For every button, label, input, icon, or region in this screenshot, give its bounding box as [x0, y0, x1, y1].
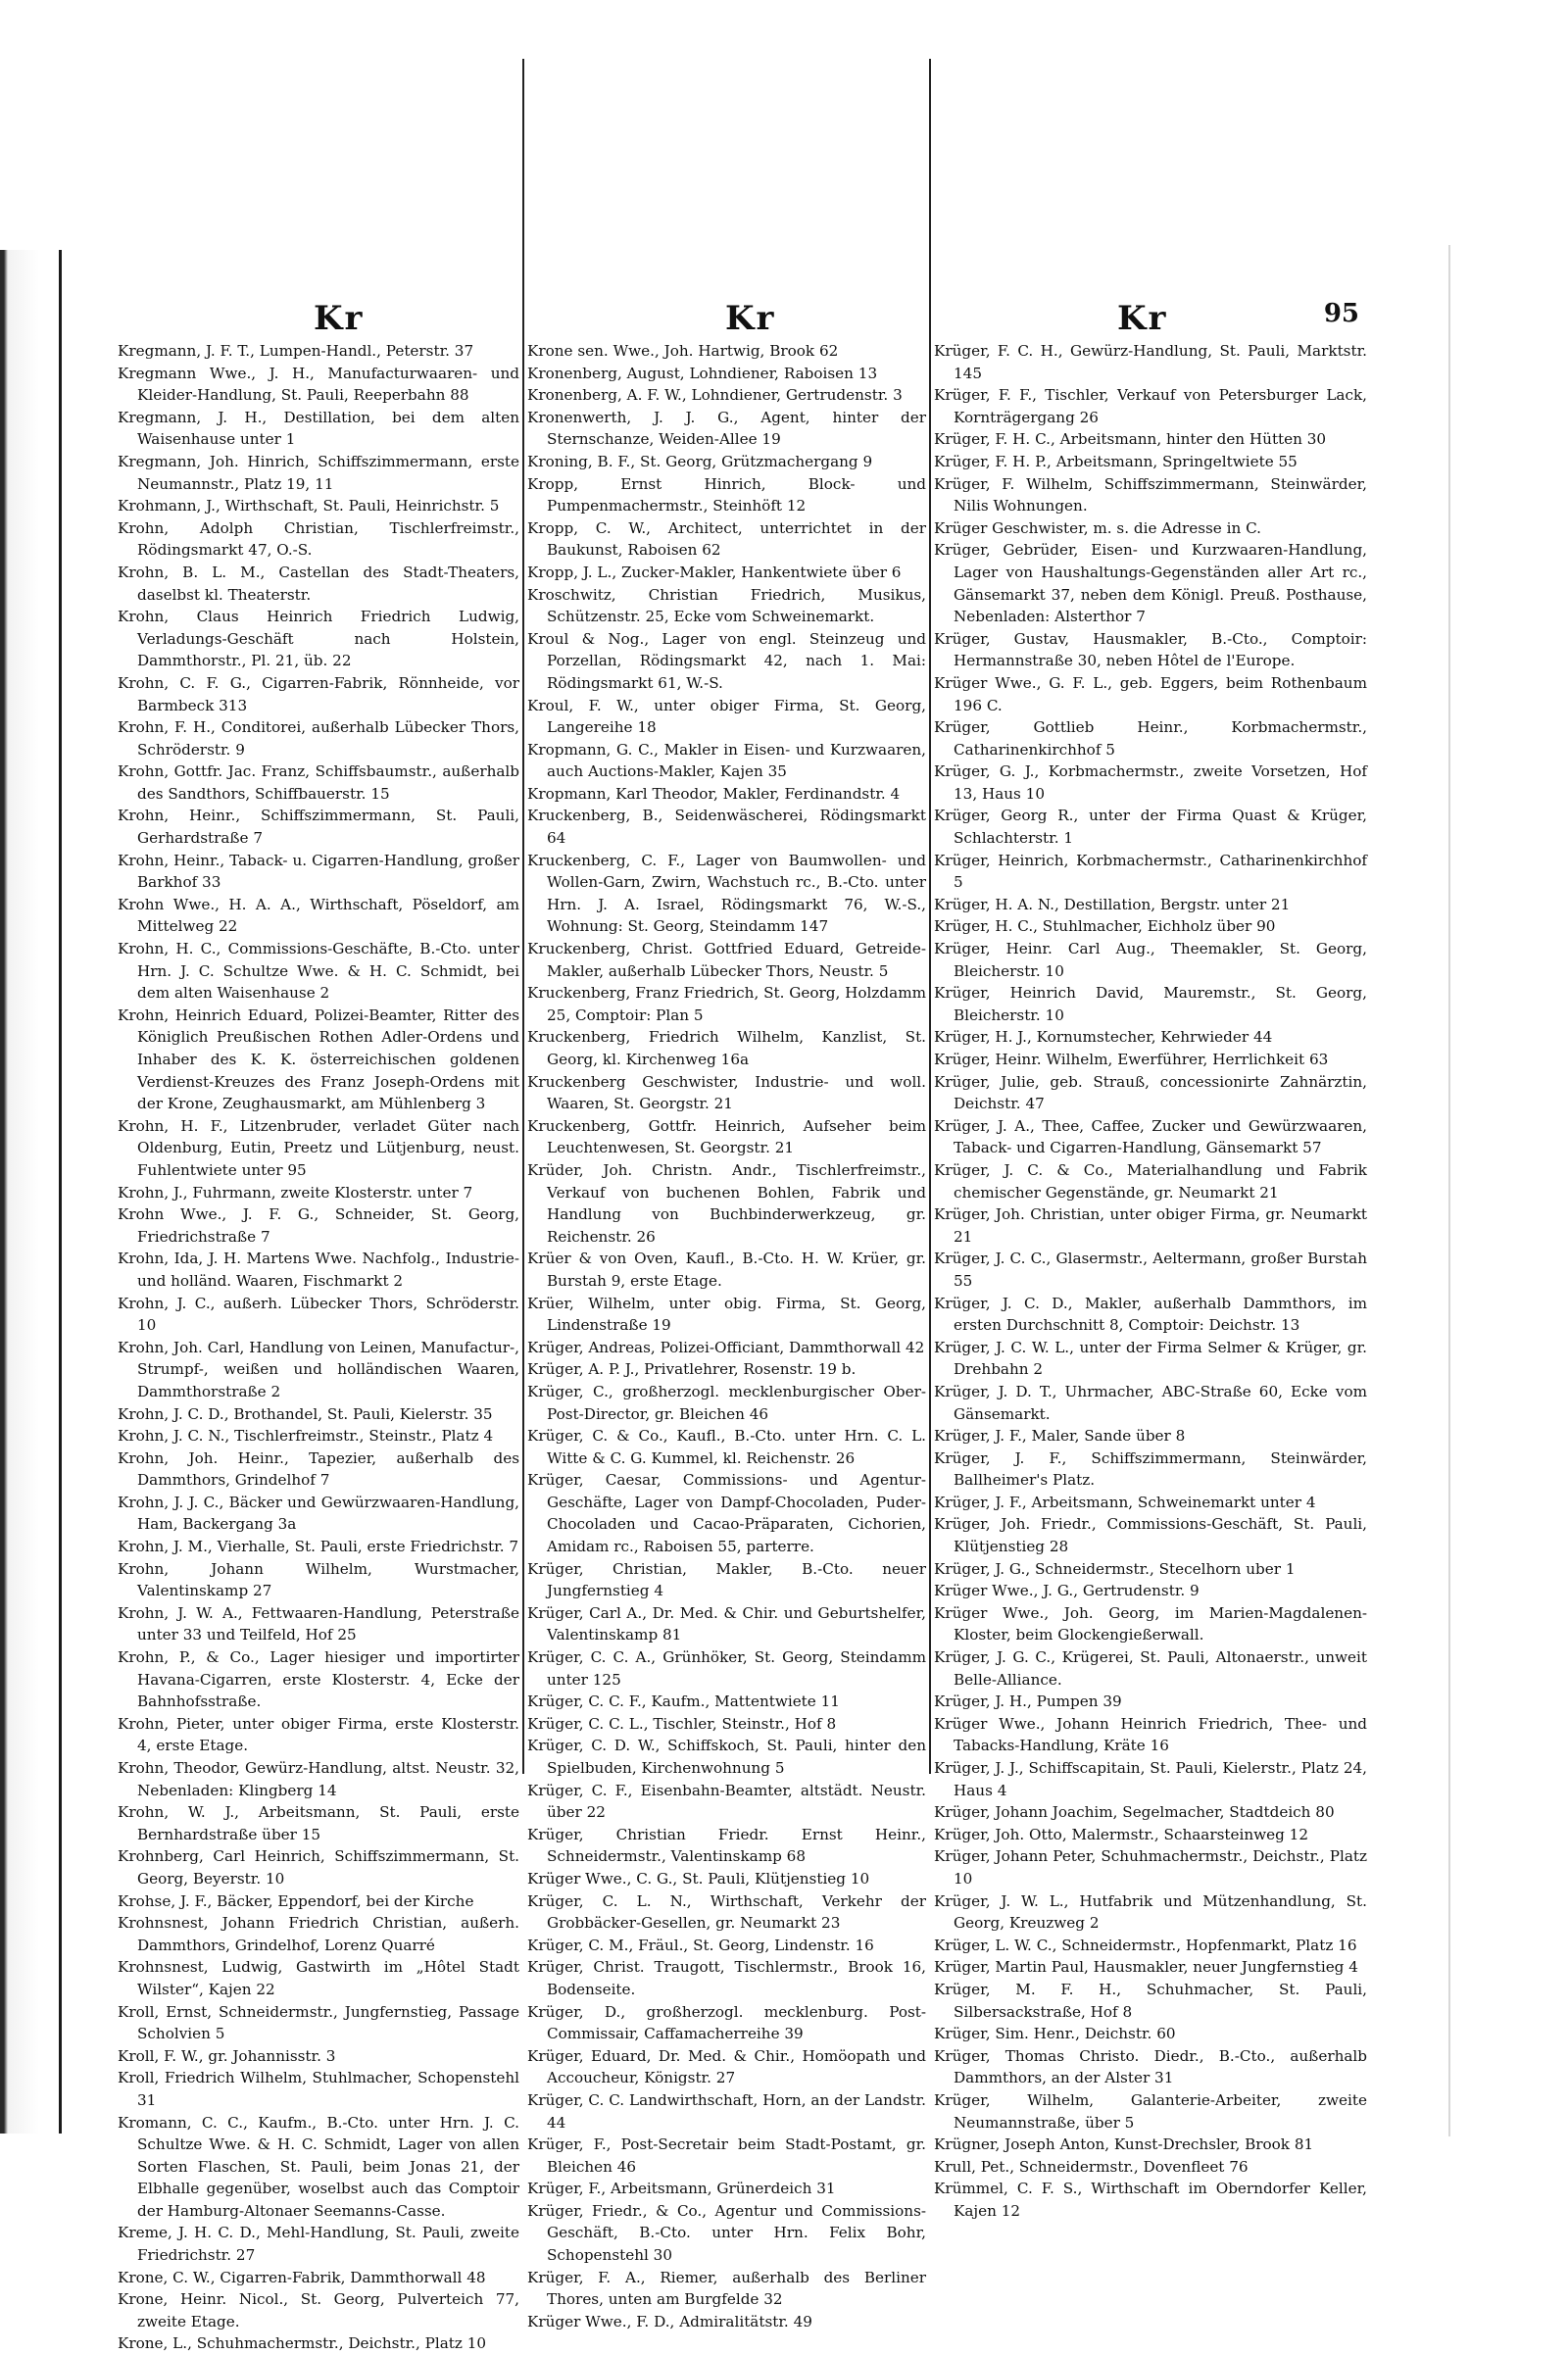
- directory-entry: Krone, Heinr. Nicol., St. Georg, Pulverteich 77, zweite Etage.: [118, 2290, 519, 2330]
- directory-entry: Krohn, Pieter, unter obiger Firma, erste Klosterstr. 4, erste Etage.: [118, 1714, 519, 1755]
- page-right-edge: [1448, 245, 1450, 2136]
- directory-entry: Krüger, J. C. D., Makler, außerhalb Dammthors, im ersten Durchschnitt 8, Comptoir: Deichstr. 13: [934, 1294, 1367, 1335]
- directory-entry: Krümmel, C. F. S., Wirthschaft im Oberndorfer Keller, Kajen 12: [934, 2180, 1367, 2220]
- directory-entry: Krüger, F., Arbeitsmann, Grünerdeich 31: [527, 2180, 836, 2198]
- directory-entry: Krohn Wwe., J. F. G., Schneider, St. Georg, Friedrichstraße 7: [118, 1205, 519, 1246]
- directory-entry: Krohn, Theodor, Gewürz-Handlung, altst. Neustr. 32, Nebenladen: Klingberg 14: [118, 1759, 519, 1799]
- directory-entry: Krüger, J. F., Maler, Sande über 8: [934, 1427, 1186, 1446]
- directory-entry: Krüger, Christ. Traugott, Tischlermstr., Brook 16, Bodenseite.: [527, 1958, 926, 1998]
- directory-entry: Krüger, A. P. J., Privatlehrer, Rosenstr. 19 b.: [527, 1360, 857, 1379]
- directory-entry: Krüger, Christian Friedr. Ernst Heinr., Schneidermstr., Valentinskamp 68: [527, 1825, 926, 1866]
- column-middle: [527, 340, 926, 2330]
- directory-entry: Krohn, Gottfr. Jac. Franz, Schiffsbaumstr., außerhalb des Sandthors, Schiffbauerstr. 15: [118, 762, 519, 803]
- directory-entry: Kruckenberg, Gottfr. Heinrich, Aufseher beim Leuchtenwesen, St. Georgstr. 21: [527, 1116, 926, 1157]
- directory-entry: Krohn, Claus Heinrich Friedrich Ludwig, Verladungs-Geschäft nach Holstein, Dammthorstr., Pl. 21, üb. 22: [118, 608, 519, 670]
- directory-entry: Kruckenberg, B., Seidenwäscherei, Rödingsmarkt 64: [527, 807, 926, 848]
- directory-entry: Krüger, Carl A., Dr. Med. & Chir. und Geburtshelfer, Valentinskamp 81: [527, 1603, 926, 1644]
- directory-entry: Krohn, Joh. Carl, Handlung von Leinen, Manufactur-, Strumpf-, weißen und holländischen Waaren, Dammthorstraße 2: [118, 1338, 519, 1400]
- directory-entry: Krüger, Wilhelm, Galanterie-Arbeiter, zweite Neumannstraße, über 5: [934, 2090, 1367, 2132]
- directory-entry: Kropp, Ernst Hinrich, Block- und Pumpenmachermstr., Steinhöft 12: [527, 474, 926, 515]
- directory-entry: Krohn, C. F. G., Cigarren-Fabrik, Rönnheide, vor Barmbeck 313: [118, 673, 519, 714]
- directory-entry: Kropp, C. W., Architect, unterrichtet in der Baukunst, Raboisen 62: [527, 518, 926, 560]
- directory-entry: Krüger, C., großherzogl. mecklenburgischer Ober-Post-Director, gr. Bleichen 46: [527, 1382, 926, 1423]
- directory-entry: Krohn, P., & Co., Lager hiesiger und importirter Havana-Cigarren, erste Klosterstr. 4, Ecke der Bahnhofsstraße.: [118, 1648, 519, 1711]
- directory-entry: Kropp, J. L., Zucker-Makler, Hankentwiete über 6: [527, 563, 902, 581]
- directory-entry: Krohn, Ida, J. H. Martens Wwe. Nachfolg., Industrie- und holländ. Waaren, Fischmarkt 2: [118, 1250, 519, 1290]
- directory-entry: Krüger Wwe., Joh. Georg, im Marien-Magdalenen-Kloster, beim Glockengießerwall.: [934, 1603, 1367, 1644]
- book-spine-edge: [59, 250, 62, 2134]
- directory-entry: Krüger, F., Post-Secretair beim Stadt-Postamt, gr. Bleichen 46: [527, 2135, 926, 2176]
- directory-entry: Kroning, B. F., St. Georg, Grützmachergang 9: [527, 452, 873, 470]
- directory-entry: Krüger, Johann Peter, Schuhmachermstr., Deichstr., Platz 10: [934, 1847, 1367, 1888]
- directory-entry: Krüger, F. C. H., Gewürz-Handlung, St. Pauli, Marktstr. 145: [934, 342, 1367, 382]
- directory-entry: Krüger, J. C. W. L., unter der Firma Selmer & Krüger, gr. Drehbahn 2: [934, 1338, 1367, 1379]
- directory-entry: Kroul & Nog., Lager von engl. Steinzeug und Porzellan, Rödingsmarkt 42, nach 1. Mai: Rödingsmarkt 61, W.-S.: [527, 629, 926, 692]
- column-left: [118, 340, 519, 2353]
- directory-entry: Kroul, F. W., unter obiger Firma, St. Georg, Langereihe 18: [527, 696, 926, 737]
- directory-entry: Krüger, C. C. A., Grünhöker, St. Georg, Steindamm unter 125: [527, 1648, 926, 1689]
- directory-entry: Kroll, Friedrich Wilhelm, Stuhlmacher, Schopenstehl 31: [118, 2069, 519, 2109]
- directory-entry: Krüger, D., großherzogl. mecklenburg. Post-Commissair, Caffamacherreihe 39: [527, 2002, 926, 2043]
- directory-entry: Krohn, Heinrich Eduard, Polizei-Beamter, Ritter des Königlich Preußischen Rothen Adler-Ordens und Inhaber des K. K. österreichischen goldenen Verdienst-Kreuzes des Franz Joseph-Ordens mit der Krone, Zeughausmarkt, am Mühlenberg 3: [118, 1006, 519, 1113]
- directory-entry: Krüger, F. H. P., Arbeitsmann, Springeltwiete 55: [934, 452, 1298, 470]
- directory-entry: Krüger, H. A. N., Destillation, Bergstr. unter 21: [934, 895, 1291, 913]
- directory-entry: Krüger, Eduard, Dr. Med. & Chir., Homöopath und Accoucheur, Königstr. 27: [527, 2046, 926, 2087]
- running-head-middle: Kr: [725, 299, 776, 338]
- directory-entry: Kropmann, Karl Theodor, Makler, Ferdinandstr. 4: [527, 784, 901, 803]
- directory-entry: Krüger, Georg R., unter der Firma Quast & Krüger, Schlachterstr. 1: [934, 807, 1367, 848]
- directory-entry: Krüger, Joh. Friedr., Commissions-Geschäft, St. Pauli, Klütjenstieg 28: [934, 1515, 1367, 1556]
- directory-entry: Krüger, H. C., Stuhlmacher, Eichholz über 90: [934, 917, 1276, 936]
- directory-entry: Krüger, F. A., Riemer, außerhalb des Berliner Thores, unten am Burgfelde 32: [527, 2268, 926, 2309]
- directory-entry: Kruckenberg, Christ. Gottfried Eduard, Getreide-Makler, außerhalb Lübecker Thors, Neustr. 5: [527, 940, 926, 980]
- directory-entry: Krohn, Adolph Christian, Tischlerfreimstr., Rödingsmarkt 47, O.-S.: [118, 518, 519, 560]
- directory-entry: Krüger, Friedr., & Co., Agentur und Commissions-Geschäft, B.-Cto. unter Hrn. Felix Bohr, Schopenstehl 30: [527, 2201, 926, 2265]
- directory-entry: Kruckenberg Geschwister, Industrie- und woll. Waaren, St. Georgstr. 21: [527, 1072, 926, 1113]
- directory-entry: Krohn, H. C., Commissions-Geschäfte, B.-Cto. unter Hrn. J. C. Schultze Wwe. & H. C. Schmidt, bei dem alten Waisenhause 2: [118, 940, 519, 1003]
- directory-entry: Krohn, Johann Wilhelm, Wurstmacher, Valentinskamp 27: [118, 1559, 519, 1600]
- directory-entry: Krüger, Heinrich David, Mauremstr., St. Georg, Bleicherstr. 10: [934, 984, 1367, 1024]
- directory-entry: Krohn, J. C. D., Brothandel, St. Pauli, Kielerstr. 35: [118, 1404, 493, 1423]
- directory-entry: Kroll, Ernst, Schneidermstr., Jungfernstieg, Passage Scholvien 5: [118, 2002, 519, 2043]
- directory-entry: Krohn Wwe., H. A. A., Wirthschaft, Pöseldorf, am Mittelweg 22: [118, 895, 519, 936]
- directory-entry: Krohmann, J., Wirthschaft, St. Pauli, Heinrichstr. 5: [118, 497, 500, 515]
- directory-entry: Krüger, Heinr. Wilhelm, Ewerführer, Herrlichkeit 63: [934, 1051, 1329, 1068]
- directory-entry: Krüger, F. H. C., Arbeitsmann, hinter den Hütten 30: [934, 430, 1327, 449]
- directory-entry: Krüger, J. A., Thee, Caffee, Zucker und Gewürzwaaren, Taback- und Cigarren-Handlung, Gänsemarkt 57: [934, 1116, 1367, 1157]
- directory-entry: Krüger, Gustav, Hausmakler, B.-Cto., Comptoir: Hermannstraße 30, neben Hôtel de l'Europe.: [934, 629, 1367, 670]
- directory-entry: Krüger, C. D. W., Schiffskoch, St. Pauli, hinter den Spielbuden, Kirchenwohnung 5: [527, 1737, 926, 1777]
- directory-entry: Kregmann, Joh. Hinrich, Schiffszimmermann, erste Neumannstr., Platz 19, 11: [118, 452, 519, 493]
- directory-entry: Krüger, C. & Co., Kaufl., B.-Cto. unter Hrn. C. L. Witte & C. G. Kummel, kl. Reichenstr. 26: [527, 1427, 926, 1467]
- directory-entry: Krone, C. W., Cigarren-Fabrik, Dammthorwall 48: [118, 2268, 486, 2286]
- directory-entry: Krohnsnest, Ludwig, Gastwirth im „Hôtel Stadt Wilster“, Kajen 22: [118, 1958, 519, 1998]
- directory-entry: Krohn, J. J. C., Bäcker und Gewürzwaaren-Handlung, Ham, Backergang 3a: [118, 1493, 519, 1534]
- directory-entry: Krüger Wwe., J. G., Gertrudenstr. 9: [934, 1582, 1200, 1600]
- directory-entry: Krüger, Joh. Otto, Malermstr., Schaarsteinweg 12: [934, 1825, 1308, 1843]
- directory-entry: Krüger, M. F. H., Schuhmacher, St. Pauli, Silbersackstraße, Hof 8: [934, 1980, 1367, 2021]
- directory-entry: Krüger, Andreas, Polizei-Officiant, Dammthorwall 42: [527, 1338, 925, 1356]
- directory-entry: Krüger, Thomas Christo. Diedr., B.-Cto., außerhalb Dammthors, an der Alster 31: [934, 2046, 1367, 2087]
- directory-entry: Krüger, L. W. C., Schneidermstr., Hopfenmarkt, Platz 16: [934, 1936, 1357, 1954]
- running-head-left: Kr: [314, 299, 365, 338]
- directory-entry: Krüger, J. J., Schiffscapitain, St. Pauli, Kielerstr., Platz 24, Haus 4: [934, 1759, 1367, 1799]
- directory-entry: Krüger, C. C. L., Tischler, Steinstr., Hof 8: [527, 1714, 837, 1733]
- book-gutter-shadow: [0, 250, 61, 2134]
- directory-entry: Krohn, F. H., Conditorei, außerhalb Lübecker Thors, Schröderstr. 9: [118, 718, 519, 759]
- directory-entry: Kronenberg, A. F. W., Lohndiener, Gertrudenstr. 3: [527, 386, 903, 405]
- directory-entry: Kregmann, J. H., Destillation, bei dem alten Waisenhause unter 1: [118, 408, 519, 449]
- directory-entry: Krüger, H. J., Kornumstecher, Kehrwieder 44: [934, 1028, 1273, 1047]
- page-number: 95: [1323, 299, 1359, 328]
- directory-entry: Krüger, Heinr. Carl Aug., Theemakler, St. Georg, Bleicherstr. 10: [934, 940, 1367, 980]
- directory-entry: Krüger, C. C. Landwirthschaft, Horn, an der Landstr. 44: [527, 2090, 926, 2132]
- directory-entry: Krohn, J. M., Vierhalle, St. Pauli, erste Friedrichstr. 7: [118, 1538, 519, 1556]
- directory-entry: Krüder, Joh. Christn. Andr., Tischlerfreimstr., Verkauf von buchenen Bohlen, Fabrik und Handlung von Buchbinderwerkzeug, gr. Reichenstr. 26: [527, 1160, 926, 1246]
- directory-entry: Krohn, Heinr., Schiffszimmermann, St. Pauli, Gerhardstraße 7: [118, 807, 519, 848]
- directory-entry: Krüer, Wilhelm, unter obig. Firma, St. Georg, Lindenstraße 19: [527, 1294, 926, 1335]
- directory-entry: Kruckenberg, C. F., Lager von Baumwollen- und Wollen-Garn, Zwirn, Wachstuch rc., B.-Cto. unter Hrn. J. A. Israel, Rödingsmarkt 76, W.-S., Wohnung: St. Georg, Steindamm 147: [527, 851, 926, 936]
- directory-entry: Krone, L., Schuhmachermstr., Deichstr., Platz 10: [118, 2334, 487, 2353]
- directory-entry: Krügner, Joseph Anton, Kunst-Drechsler, Brook 81: [934, 2135, 1314, 2154]
- directory-entry: Kroll, F. W., gr. Johannisstr. 3: [118, 2046, 336, 2065]
- directory-entry: Krüger, Martin Paul, Hausmakler, neuer Jungfernstieg 4: [934, 1958, 1358, 1977]
- directory-entry: Krüger, C. C. F., Kaufm., Mattentwiete 11: [527, 1693, 840, 1711]
- directory-entry: Krüger, J. C. C., Glasermstr., Aeltermann, großer Burstah 55: [934, 1250, 1367, 1290]
- column-right: [934, 340, 1367, 2220]
- directory-entry: Krüer & von Oven, Kaufl., B.-Cto. H. W. Krüer, gr. Burstah 9, erste Etage.: [527, 1250, 926, 1290]
- directory-entry: Krohn, J., Fuhrmann, zweite Klosterstr. unter 7: [118, 1183, 473, 1202]
- directory-entry: Kropmann, G. C., Makler in Eisen- und Kurzwaaren, auch Auctions-Makler, Kajen 35: [527, 740, 926, 781]
- directory-entry: Krüger Wwe., Johann Heinrich Friedrich, Thee- und Tabacks-Handlung, Kräte 16: [934, 1714, 1367, 1755]
- directory-entry: Kruckenberg, Friedrich Wilhelm, Kanzlist, St. Georg, kl. Kirchenweg 16a: [527, 1028, 926, 1068]
- directory-entry: Krüger, J. D. T., Uhrmacher, ABC-Straße 60, Ecke vom Gänsemarkt.: [934, 1382, 1367, 1423]
- directory-entry: Krüger, J. C. & Co., Materialhandlung und Fabrik chemischer Gegenstände, gr. Neumarkt 21: [934, 1160, 1367, 1202]
- directory-entry: Krone sen. Wwe., Joh. Hartwig, Brook 62: [527, 342, 839, 360]
- directory-entry: Krüger, Gebrüder, Eisen- und Kurzwaaren-Handlung, Lager von Haushaltungs-Gegenständen aller Art rc., Gänsemarkt 37, neben dem Königl. Preuß. Posthause, Nebenladen: Alsterthor 7: [934, 541, 1367, 626]
- directory-entry: Krüger, Christian, Makler, B.-Cto. neuer Jungfernstieg 4: [527, 1559, 926, 1600]
- directory-entry: Krüger, J. F., Arbeitsmann, Schweinemarkt unter 4: [934, 1493, 1316, 1511]
- directory-entry: Krohn, Joh. Heinr., Tapezier, außerhalb des Dammthors, Grindelhof 7: [118, 1448, 519, 1490]
- directory-entry: Krohn, W. J., Arbeitsmann, St. Pauli, erste Bernhardstraße über 15: [118, 1803, 519, 1843]
- directory-entry: Kronenwerth, J. J. G., Agent, hinter der Sternschanze, Weiden-Allee 19: [527, 408, 926, 449]
- directory-entry: Krüger, Heinrich, Korbmachermstr., Catharinenkirchhof 5: [934, 851, 1367, 892]
- directory-entry: Krüger, J. F., Schiffszimmermann, Steinwärder, Ballheimer's Platz.: [934, 1448, 1367, 1490]
- directory-entry: Krohnberg, Carl Heinrich, Schiffszimmermann, St. Georg, Beyerstr. 10: [118, 1847, 519, 1888]
- running-head-right: Kr: [1117, 299, 1168, 338]
- directory-entry: Krohn, B. L. M., Castellan des Stadt-Theaters, daselbst kl. Theaterstr.: [118, 563, 519, 604]
- directory-entry: Krüger, C. F., Eisenbahn-Beamter, altstädt. Neustr. über 22: [527, 1781, 926, 1822]
- directory-entry: Krohn, J. C., außerh. Lübecker Thors, Schröderstr. 10: [118, 1294, 519, 1335]
- directory-entry: Kregmann Wwe., J. H., Manufacturwaaren- und Kleider-Handlung, St. Pauli, Reeperbahn 88: [118, 364, 519, 405]
- directory-entry: Krüger, Julie, geb. Strauß, concessionirte Zahnärztin, Deichstr. 47: [934, 1072, 1367, 1113]
- directory-entry: Krüger, J. W. L., Hutfabrik und Mützenhandlung, St. Georg, Kreuzweg 2: [934, 1891, 1367, 1933]
- directory-entry: Krüger, C. M., Fräul., St. Georg, Lindenstr. 16: [527, 1936, 874, 1954]
- directory-entry: Krohn, J. W. A., Fettwaaren-Handlung, Peterstraße unter 33 und Teilfeld, Hof 25: [118, 1603, 519, 1644]
- directory-entry: Krüger, G. J., Korbmachermstr., zweite Vorsetzen, Hof 13, Haus 10: [934, 762, 1367, 803]
- directory-entry: Krüger Wwe., F. D., Admiralitätstr. 49: [527, 2312, 812, 2330]
- directory-entry: Krüger, C. L. N., Wirthschaft, Verkehr der Grobbäcker-Gesellen, gr. Neumarkt 23: [527, 1891, 926, 1933]
- directory-columns: [118, 340, 1367, 2353]
- directory-entry: Krüger, Joh. Christian, unter obiger Firma, gr. Neumarkt 21: [934, 1205, 1367, 1246]
- directory-entry: Krohnsnest, Johann Friedrich Christian, außerh. Dammthors, Grindelhof, Lorenz Quarré: [118, 1914, 519, 1954]
- directory-entry: Krohse, J. F., Bäcker, Eppendorf, bei der Kirche: [118, 1891, 474, 1910]
- directory-entry: Krohn, H. F., Litzenbruder, verladet Güter nach Oldenburg, Eutin, Preetz und Lütjenburg, neust. Fuhlentwiete unter 95: [118, 1116, 519, 1179]
- directory-entry: Krohn, J. C. N., Tischlerfreimstr., Steinstr., Platz 4: [118, 1427, 494, 1446]
- directory-entry: Kronenberg, August, Lohndiener, Raboisen 13: [527, 364, 878, 382]
- directory-entry: Krüger Geschwister, m. s. die Adresse in C.: [934, 518, 1261, 537]
- directory-page: [118, 279, 1367, 2353]
- column-rule-2: [929, 59, 931, 1774]
- directory-entry: Kromann, C. C., Kaufm., B.-Cto. unter Hrn. J. C. Schultze Wwe. & H. C. Schmidt, Lager von allen Sorten Flaschen, St. Pauli, beim Jonas 21, der Elbhalle gegenüber, woselbst auch das Comptoir der Hamburg-Altonaer Seemanns-Casse.: [118, 2113, 519, 2220]
- directory-entry: Krüger, J. G. C., Krügerei, St. Pauli, Altonaerstr., unweit Belle-Alliance.: [934, 1648, 1367, 1689]
- column-rule-1: [522, 59, 524, 1774]
- directory-entry: Krüger, Gottlieb Heinr., Korbmachermstr., Catharinenkirchhof 5: [934, 718, 1367, 759]
- directory-entry: Krüger, Sim. Henr., Deichstr. 60: [934, 2025, 1176, 2043]
- directory-entry: Krüger, F. Wilhelm, Schiffszimmermann, Steinwärder, Nilis Wohnungen.: [934, 474, 1367, 515]
- directory-entry: Kreme, J. H. C. D., Mehl-Handlung, St. Pauli, zweite Friedrichstr. 27: [118, 2224, 519, 2265]
- directory-entry: Krüger Wwe., C. G., St. Pauli, Klütjenstieg 10: [527, 1869, 870, 1888]
- directory-entry: Krüger, J. H., Pumpen 39: [934, 1693, 1122, 1711]
- directory-entry: Krüger, J. G., Schneidermstr., Stecelhorn uber 1: [934, 1559, 1296, 1578]
- directory-entry: Krüger, F. F., Tischler, Verkauf von Petersburger Lack, Kornträgergang 26: [934, 386, 1367, 426]
- directory-entry: Kregmann, J. F. T., Lumpen-Handl., Peterstr. 37: [118, 342, 474, 360]
- directory-entry: Kroschwitz, Christian Friedrich, Musikus, Schützenstr. 25, Ecke vom Schweinemarkt.: [527, 585, 926, 626]
- directory-entry: Krull, Pet., Schneidermstr., Dovenfleet 76: [934, 2157, 1249, 2176]
- directory-entry: Krüger, Caesar, Commissions- und Agentur-Geschäfte, Lager von Dampf-Chocoladen, Puder-Chocoladen und Cacao-Präparaten, Cichorien, Amidam rc., Raboisen 55, parterre.: [527, 1471, 926, 1556]
- directory-entry: Kruckenberg, Franz Friedrich, St. Georg, Holzdamm 25, Comptoir: Plan 5: [527, 984, 926, 1024]
- directory-entry: Krohn, Heinr., Taback- u. Cigarren-Handlung, großer Barkhof 33: [118, 851, 519, 892]
- directory-entry: Krüger, Johann Joachim, Segelmacher, Stadtdeich 80: [934, 1803, 1335, 1822]
- directory-entry: Krüger Wwe., G. F. L., geb. Eggers, beim Rothenbaum 196 C.: [934, 673, 1367, 714]
